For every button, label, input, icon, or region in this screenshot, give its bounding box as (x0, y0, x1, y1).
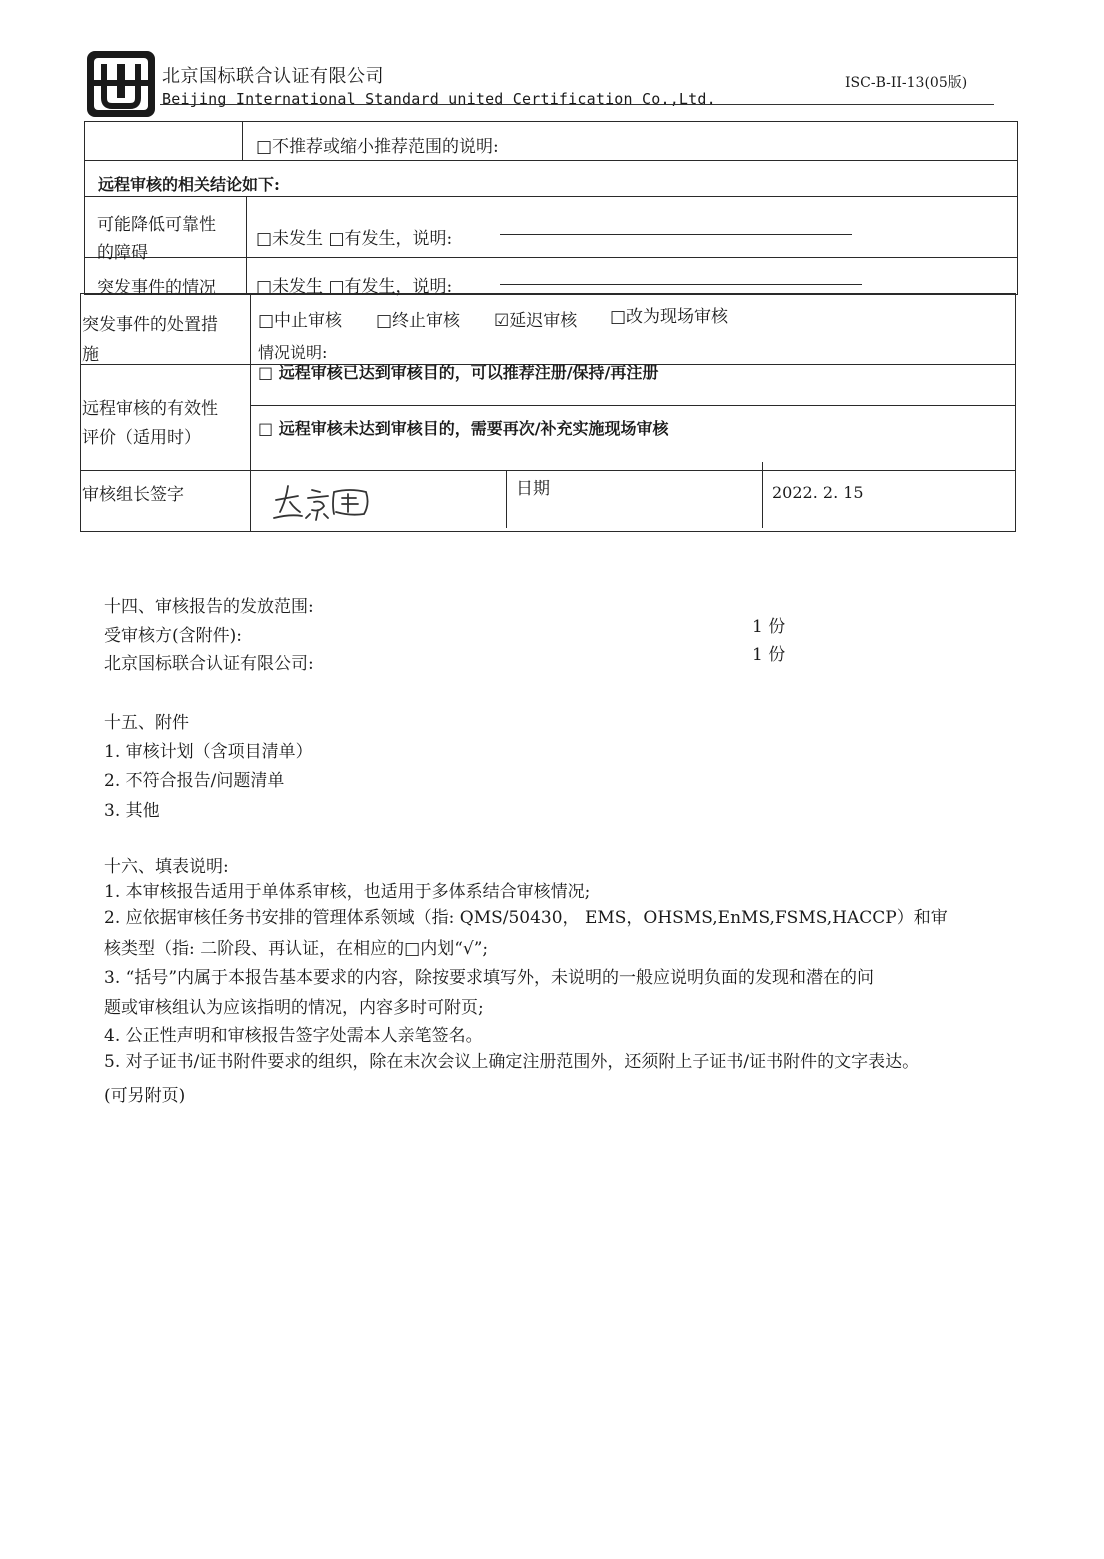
validity-label-line1: 远程审核的有效性 (82, 399, 218, 419)
scope-reduction-note: □不推荐或缩小推荐范围的说明: (256, 137, 499, 157)
validity-option-achieved[interactable]: □ 远程审核已达到审核目的，可以推荐注册/保持/再注册 (258, 363, 659, 382)
attachment-item-3: 3. 其他 (104, 801, 160, 821)
table1-outline (84, 121, 1018, 295)
option-terminate-audit[interactable]: □终止审核 (376, 311, 461, 331)
instruction-3-cont: 题或审核组认为应该指明的情况，内容多时可附页; (104, 998, 484, 1018)
leader-sign-label: 审核组长签字 (82, 485, 184, 505)
instruction-5-cont: (可另附页) (104, 1086, 186, 1106)
reliability-blank[interactable] (500, 234, 852, 235)
reliability-options[interactable]: □未发生 □有发生，说明: (256, 229, 453, 249)
section15-title: 十五、附件 (104, 713, 189, 733)
incident-label: 突发事件的情况 (97, 278, 216, 298)
option-suspend-audit[interactable]: □中止审核 (258, 311, 343, 331)
remote-conclusion-heading: 远程审核的相关结论如下: (98, 175, 280, 194)
instruction-4: 4. 公正性声明和审核报告签字处需本人亲笔签名。 (104, 1026, 483, 1046)
instruction-5: 5. 对子证书/证书附件要求的组织，除在末次会议上确定注册范围外，还须附上子证书/证书附件的文字表达。 (104, 1052, 920, 1072)
section16-title: 十六、填表说明: (104, 857, 229, 877)
document-code: ISC-B-II-13(05版) (845, 75, 968, 91)
distribution-auditee-count: 1 份 (752, 617, 786, 637)
validity-label-line2: 评价（适用时） (82, 428, 201, 448)
reliability-label-line2: 的障碍 (97, 243, 148, 263)
incident-options[interactable]: □未发生 □有发生，说明: (256, 277, 453, 297)
instruction-2: 2. 应依据审核任务书安排的管理体系领域（指: QMS/50430， EMS，OHSMS,EnMS,FSMS,HACCP）和审 (104, 908, 948, 928)
option-onsite-audit[interactable]: □改为现场审核 (610, 307, 729, 327)
reliability-label-line1: 可能降低可靠性 (97, 215, 216, 235)
attachment-item-2: 2. 不符合报告/问题清单 (104, 771, 285, 791)
company-name-cn: 北京国标联合认证有限公司 (162, 66, 384, 87)
instruction-1: 1. 本审核报告适用于单体系审核，也适用于多体系结合审核情况; (104, 882, 591, 902)
attachment-item-1: 1. 审核计划（含项目清单） (104, 742, 313, 762)
situation-note: 情况说明: (258, 343, 328, 362)
distribution-auditee: 受审核方(含附件): (104, 626, 242, 646)
header-divider (160, 104, 994, 105)
validity-option-not-achieved[interactable]: □ 远程审核未达到审核目的，需要再次/补充实施现场审核 (258, 419, 669, 438)
distribution-company: 北京国标联合认证有限公司: (104, 654, 314, 674)
measures-label-line1: 突发事件的处置措 (82, 315, 218, 335)
instruction-2-cont: 核类型（指: 二阶段、再认证，在相应的□内划“√”; (104, 939, 489, 959)
company-name-en: Beijing International Standard united Certification Co.,Ltd. (162, 90, 716, 108)
measures-label-line2: 施 (82, 345, 99, 365)
company-logo-icon (86, 50, 156, 118)
date-label: 日期 (516, 479, 550, 499)
section14-title: 十四、审核报告的发放范围: (104, 597, 314, 617)
distribution-company-count: 1 份 (752, 645, 786, 665)
incident-blank[interactable] (500, 284, 862, 285)
handwritten-signature (268, 478, 378, 524)
date-value: 2022. 2. 15 (772, 483, 864, 502)
option-postpone-audit[interactable]: ☑延迟审核 (494, 311, 578, 331)
instruction-3: 3. “括号”内属于本报告基本要求的内容，除按要求填写外，未说明的一般应说明负面的发现和潜在的问 (104, 968, 875, 988)
